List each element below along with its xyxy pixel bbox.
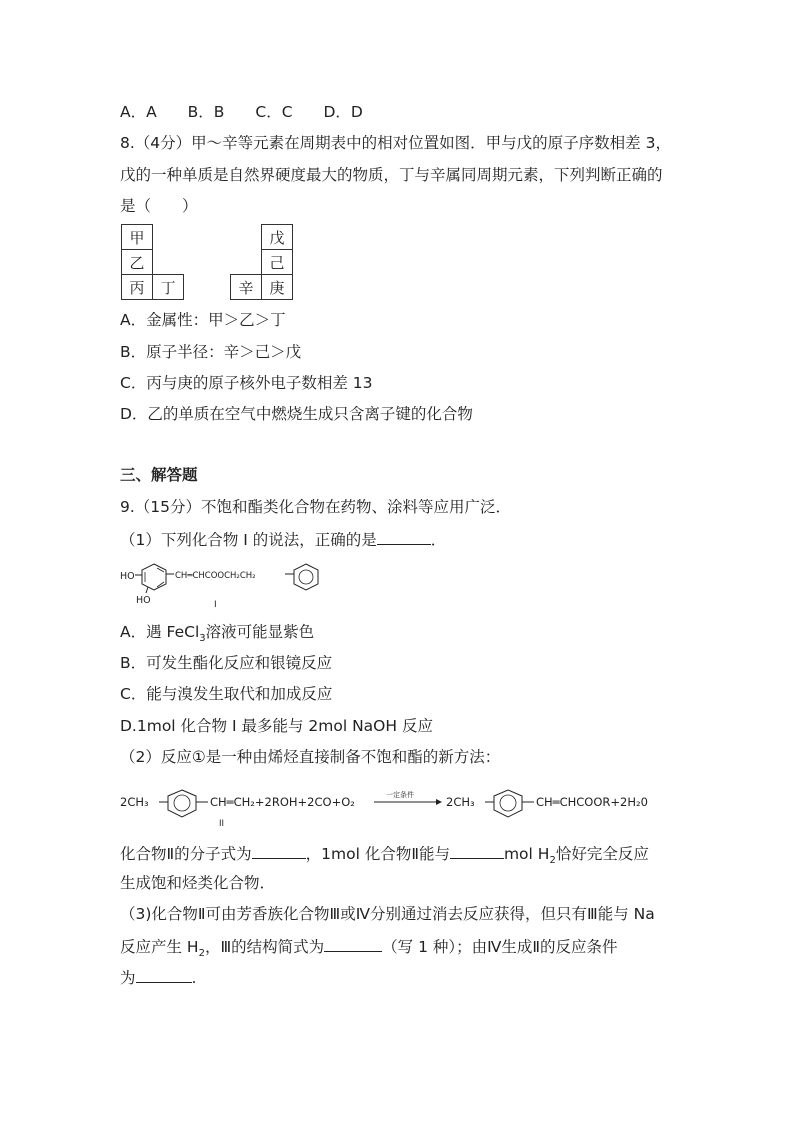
text: 为 <box>120 969 136 987</box>
periodic-table-right <box>230 224 293 300</box>
q9-option-b: B．可发生酯化反应和银镜反应 <box>120 654 333 672</box>
q9-part3-line1: （3)化合物Ⅱ可由芳香族化合物Ⅲ或Ⅳ分别通过消去反应获得，但只有Ⅲ能与 Na <box>120 905 655 923</box>
q8-stem-line3: 是（ ） <box>120 197 198 215</box>
text: . <box>191 969 197 987</box>
q9-part2-prompt: （2）反应①是一种由烯烃直接制备不饱和酯的新方法： <box>120 748 501 766</box>
prev-option-b: B．B <box>187 103 225 121</box>
cell-geng: 庚 <box>262 275 293 300</box>
answer-blank <box>324 935 382 952</box>
reaction-equation <box>118 786 678 830</box>
text: mol H <box>503 845 550 863</box>
q9-option-c: C．能与溴发生取代和加成反应 <box>120 685 333 703</box>
text: ，Ⅲ的结构简式为 <box>204 938 325 956</box>
answer-blank <box>136 966 192 983</box>
q9-part1-end: ． <box>430 531 447 549</box>
q9-part2-line2: 生成饱和烃类化合物． <box>120 874 276 892</box>
reactant-suffix: CH═CH₂+2ROH+2CO+O₂ <box>210 795 355 809</box>
q8-option-b: B．原子半径：辛＞己＞戊 <box>120 343 302 361</box>
text: ，1mol 化合物Ⅱ能与 <box>305 845 450 863</box>
hydroxyl-bottom: HO <box>136 595 151 606</box>
answer-blank <box>377 528 431 545</box>
cell-empty <box>153 225 184 250</box>
q9-part2-line1 <box>120 842 649 871</box>
q8-option-c: C．丙与庚的原子核外电子数相差 13 <box>120 374 373 392</box>
q9-option-a-rest: 溶液可能显紫色 <box>205 623 315 641</box>
product-suffix: CH═CHCOOR+2H₂0 <box>536 795 648 809</box>
hydroxyl-top: HO <box>120 571 135 582</box>
cell-bing: 丙 <box>122 275 153 300</box>
periodic-table-left <box>121 224 184 300</box>
prev-option-d: D．D <box>323 103 363 121</box>
section-heading: 三、解答题 <box>120 466 198 484</box>
q9-stem: 9.（15分）不饱和酯类化合物在药物、涂料等应用广泛． <box>120 498 512 516</box>
q8-option-a: A．金属性：甲＞乙＞丁 <box>120 311 286 329</box>
q8-stem-line2: 戊的一种单质是自然界硬度最大的物质，丁与辛属同周期元素，下列判断正确的 <box>120 166 663 184</box>
q9-part3-line2 <box>120 935 618 964</box>
q9-part3-line3 <box>120 966 196 988</box>
q9-part1-prompt <box>120 528 446 550</box>
q9-option-a <box>120 622 314 649</box>
q8-option-d: D．乙的单质在空气中燃烧生成只含离子键的化合物 <box>120 405 473 423</box>
compound-label: I <box>214 600 217 610</box>
benzene-ring-4 <box>494 790 522 817</box>
compound-i-structure <box>118 560 348 612</box>
prev-option-c: C．C <box>255 103 293 121</box>
text: 化合物Ⅱ的分子式为 <box>120 845 252 863</box>
cell-xin: 辛 <box>231 275 262 300</box>
cell-yi: 乙 <box>122 250 153 275</box>
q9-option-d: D.1mol 化合物 I 最多能与 2mol NaOH 反应 <box>120 717 433 735</box>
q8-stem-line1: 8.（4分）甲～辛等元素在周期表中的相对位置如图．甲与戊的原子序数相差 3， <box>120 134 671 152</box>
text: 反应产生 H <box>120 938 199 956</box>
benzene-ring-3 <box>168 790 196 817</box>
prev-question-options <box>120 102 389 122</box>
text: 恰好完全反应 <box>555 845 649 863</box>
compound-ii-label: II <box>219 819 225 829</box>
cell-empty <box>231 225 262 250</box>
answer-blank <box>252 842 306 859</box>
prev-option-a: A．A <box>120 103 157 121</box>
cell-ji: 己 <box>262 250 293 275</box>
subscript: 2 <box>549 855 556 867</box>
text: （写 1 种）；由Ⅳ生成Ⅱ的反应条件 <box>382 938 618 956</box>
cell-wu: 戊 <box>262 225 293 250</box>
benzene-ring-2 <box>294 564 318 590</box>
q9-part1-text: （1）下列化合物 I 的说法，正确的是 <box>120 531 377 549</box>
cell-jia: 甲 <box>122 225 153 250</box>
cell-empty <box>231 250 262 275</box>
reactant-prefix: 2CH₃ <box>120 795 149 809</box>
reaction-condition: 一定条件 <box>386 791 414 799</box>
side-chain: CH═CHCOOCH₂CH₂ <box>175 571 256 581</box>
q9-option-a-text: A．遇 FeCl <box>120 623 200 641</box>
answer-blank <box>450 842 504 859</box>
subscript: 2 <box>198 948 205 960</box>
cell-empty <box>153 250 184 275</box>
cell-ding: 丁 <box>153 275 184 300</box>
benzene-ring-1 <box>142 564 166 590</box>
subscript: 3 <box>199 633 206 645</box>
product-prefix: 2CH₃ <box>446 795 475 809</box>
